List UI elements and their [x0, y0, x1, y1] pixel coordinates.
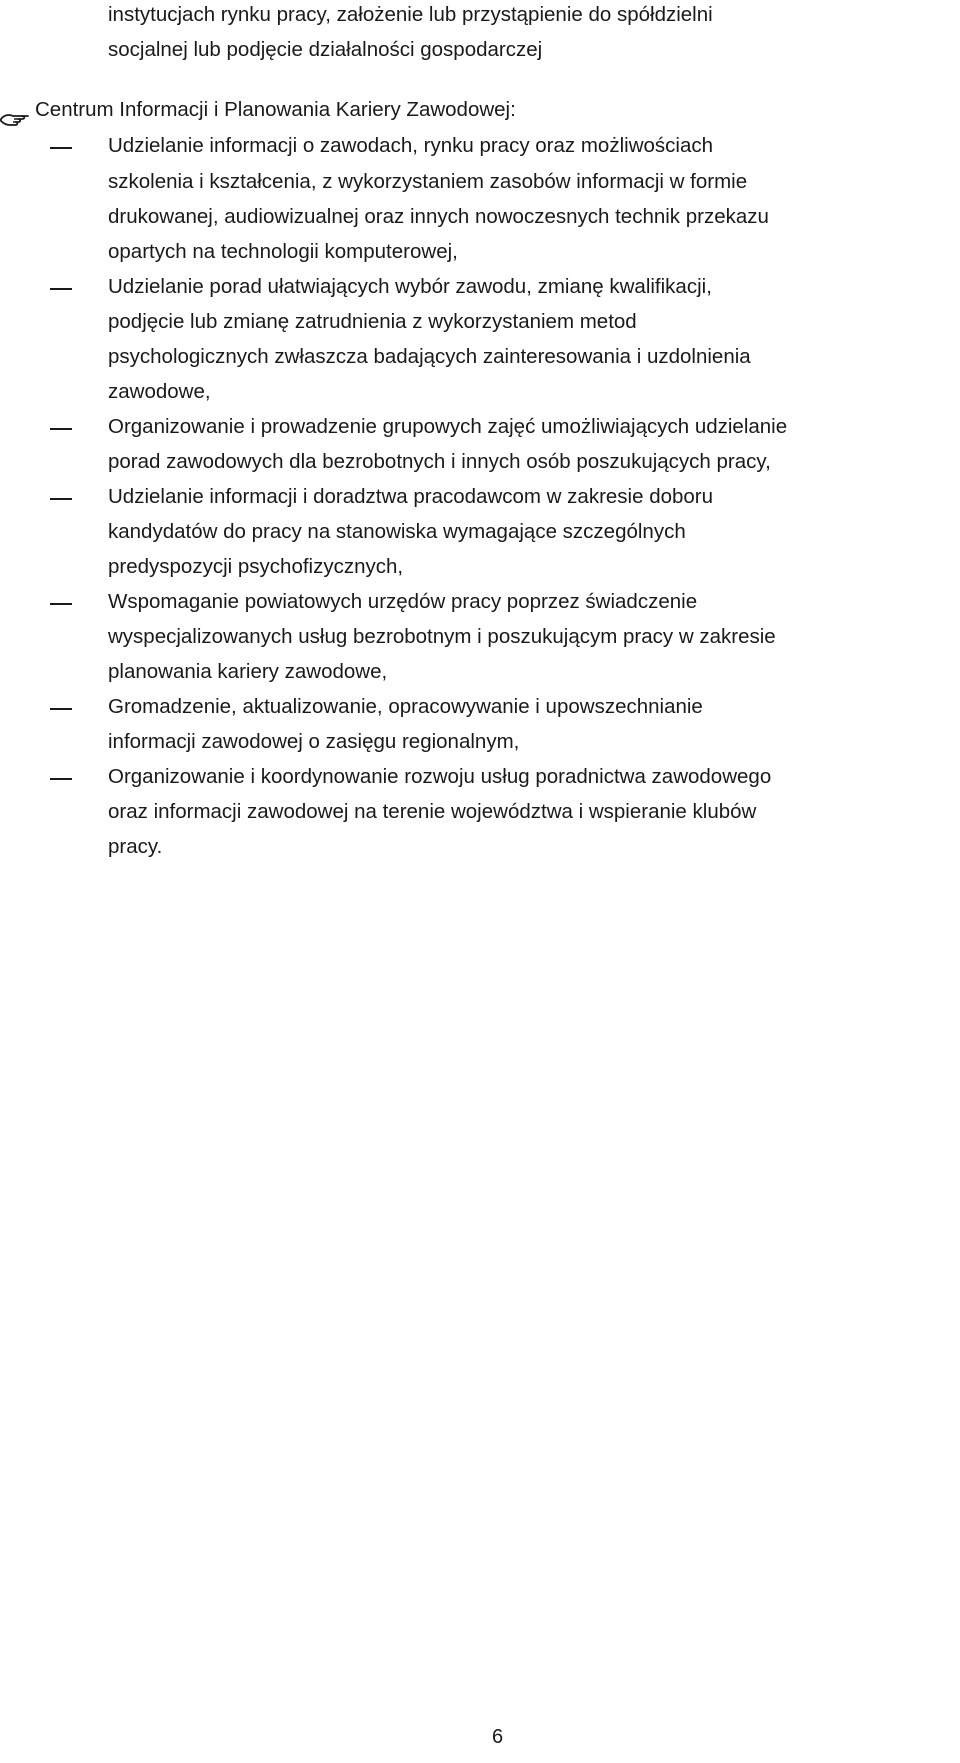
- list-item-line: Gromadzenie, aktualizowanie, opracowywanie i upowszechnianie: [108, 695, 703, 718]
- list-item-line: Udzielanie informacji o zawodach, rynku pracy oraz możliwościach: [108, 134, 714, 157]
- list-item-line: Organizowanie i koordynowanie rozwoju usług poradnictwa zawodowego: [108, 765, 772, 788]
- dash-bullet: [50, 147, 72, 149]
- list-item-line: pracy.: [108, 835, 163, 858]
- list-item-line: psychologicznych zwłaszcza badających zainteresowania i uzdolnienia: [108, 345, 751, 368]
- list-item-line: predyspozycji psychofizycznych,: [108, 555, 404, 578]
- section-heading: Centrum Informacji i Planowania Kariery Zawodowej:: [35, 98, 516, 121]
- list-item-line: porad zawodowych dla bezrobotnych i innych osób poszukujących pracy,: [108, 450, 771, 473]
- list-item-line: informacji zawodowej o zasięgu regionalnym,: [108, 730, 520, 753]
- dash-bullet: [50, 603, 72, 605]
- list-item-line: Udzielanie informacji i doradztwa pracodawcom w zakresie doboru: [108, 485, 714, 508]
- list-item-line: wyspecjalizowanych usług bezrobotnym i poszukującym pracy w zakresie: [108, 625, 776, 648]
- list-item-line: Organizowanie i prowadzenie grupowych zajęć umożliwiających udzielanie: [108, 415, 788, 438]
- list-item-line: Wspomaganie powiatowych urzędów pracy poprzez świadczenie: [108, 590, 698, 613]
- dash-bullet: [50, 288, 72, 290]
- list-item-line: Udzielanie porad ułatwiających wybór zawodu, zmianę kwalifikacji,: [108, 275, 712, 298]
- dash-bullet: [50, 498, 72, 500]
- hand-pointing-icon: [0, 110, 30, 128]
- intro-line: socjalnej lub podjęcie działalności gospodarczej: [108, 38, 543, 61]
- page-number: [0, 1722, 960, 1752]
- intro-line: instytucjach rynku pracy, założenie lub przystąpienie do spółdzielni: [108, 3, 713, 26]
- list-item-line: oraz informacji zawodowej na terenie województwa i wspieranie klubów: [108, 800, 757, 823]
- list-item-line: podjęcie lub zmianę zatrudnienia z wykorzystaniem metod: [108, 310, 637, 333]
- list-item-line: kandydatów do pracy na stanowiska wymagające szczególnych: [108, 520, 686, 543]
- list-item-line: szkolenia i kształcenia, z wykorzystaniem zasobów informacji w formie: [108, 170, 748, 193]
- list-item-line: zawodowe,: [108, 380, 211, 403]
- dash-bullet: [50, 708, 72, 710]
- list-item-line: planowania kariery zawodowe,: [108, 660, 388, 683]
- list-item-line: opartych na technologii komputerowej,: [108, 240, 458, 263]
- dash-bullet: [50, 428, 72, 430]
- list-item-line: drukowanej, audiowizualnej oraz innych nowoczesnych technik przekazu: [108, 205, 769, 228]
- page-number-text: 6: [491, 1726, 504, 1748]
- dash-bullet: [50, 778, 72, 780]
